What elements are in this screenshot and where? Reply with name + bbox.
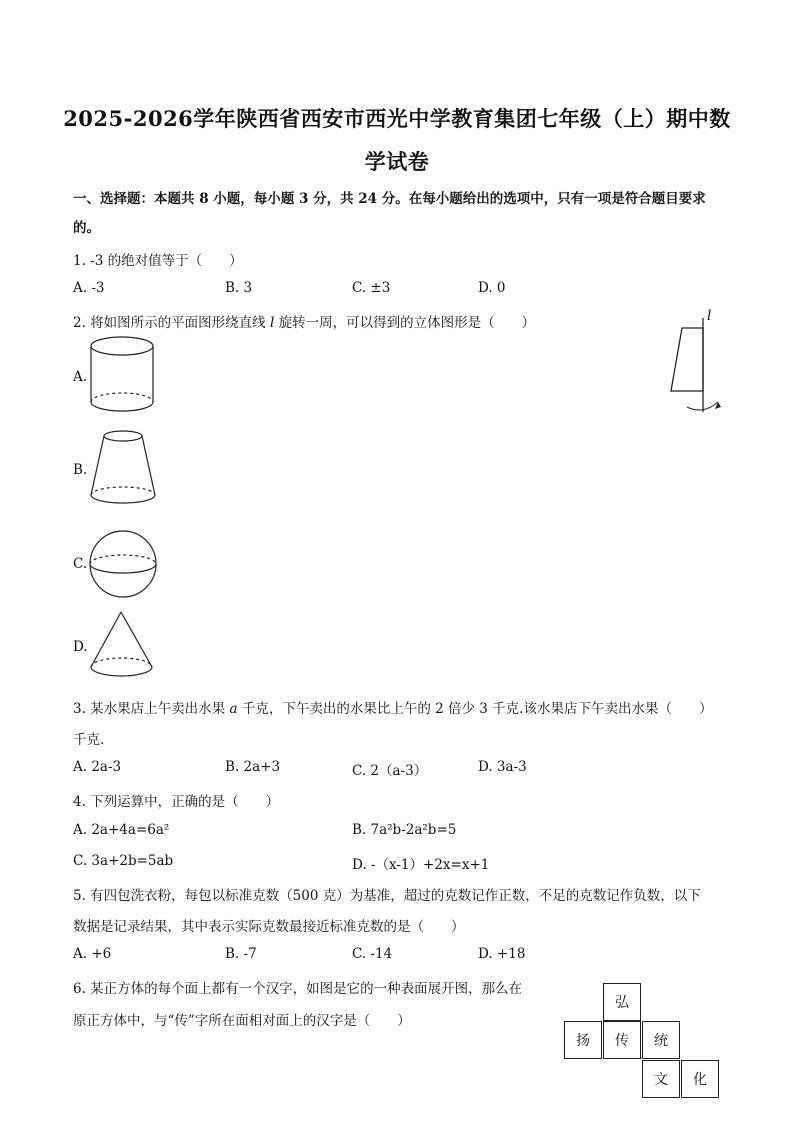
q4-option-a: A. 2a+4a=6a² [73,822,170,838]
sphere-figure [88,529,158,599]
q2-plane-figure [660,312,730,417]
section-header: 一、选择题：本题共 8 小题，每小题 3 分，共 24 分。在每小题给出的选项中，只有一项是符合题目要求 [73,191,706,207]
q5-option-c: C. -14 [352,946,393,962]
q4-option-d: D. -（x-1）+2x=x+1 [352,857,490,873]
q3-stem-var: a [229,701,238,717]
net-face-bottom2: 化 [681,1060,719,1098]
cylinder-figure [88,335,156,415]
q1-stem: 1. -3 的绝对值等于（ ） [73,253,243,269]
frustum-figure [88,428,158,508]
net-face-right: 统 [642,1021,680,1059]
q3-option-d: D. 3a-3 [478,759,527,775]
q5-stem: 5. 有四包洗衣粉，每包以标准克数（500 克）为基准，超过的克数记作正数，不足的克数记作负数，以下 [73,888,701,904]
q3-option-b: B. 2a+3 [225,759,281,775]
net-face-center: 传 [603,1021,641,1059]
q3-stem-post: 千克，下午卖出的水果比上午的 2 倍少 3 千克.该水果店下午卖出水果（ ） [237,701,713,717]
rotation-arrowhead [715,402,721,409]
q1-option-b: B. 3 [225,280,253,296]
exam-title-line1: 2025-2026学年陕西省西安市西光中学教育集团七年级（上）期中数 [63,106,731,131]
q2-option-d-label: D. [73,639,88,655]
q5-stem-cont: 数据是记录结果，其中表示实际克数最接近标准克数的是（ ） [73,919,465,935]
net-face-left: 扬 [564,1021,602,1059]
axis-label-l: l [707,308,712,324]
cone-figure [88,609,158,681]
q1-option-d: D. 0 [478,280,506,296]
q3-option-c: C. 2（a-3） [352,763,428,779]
q6-stem: 6. 某正方体的每个面上都有一个汉字，如图是它的一种表面展开图，那么在 [73,981,523,997]
exam-title-line2: 学试卷 [364,149,430,174]
q3-stem-pre: 3. 某水果店上午卖出水果 [73,701,230,717]
q5-option-a: A. +6 [73,946,112,962]
q5-option-b: B. -7 [225,946,257,962]
q4-stem: 4. 下列运算中，正确的是（ ） [73,794,280,810]
q1-option-a: A. -3 [73,280,105,296]
q1-option-c: C. ±3 [352,280,391,296]
q2-option-b-label: B. [73,462,88,478]
section-header-cont: 的。 [73,220,100,236]
q2-stem-post: 旋转一周，可以得到的立体图形是（ ） [274,315,536,331]
q5-option-d: D. +18 [478,946,526,962]
q2-option-a-label: A. [73,369,88,385]
net-face-bottom1: 文 [642,1060,680,1098]
net-face-top: 弘 [603,983,641,1021]
q2-stem [73,311,535,331]
q4-option-c: C. 3a+2b=5ab [73,853,174,869]
q3-stem-cont: 千克. [73,732,105,748]
trapezoid-shape [671,328,703,391]
q3-stem [73,697,712,717]
q2-stem-pre: 2. 将如图所示的平面图形绕直线 [73,315,270,331]
q4-option-b: B. 7a²b-2a²b=5 [352,822,457,838]
q2-stem-var: l [269,315,275,331]
q6-stem-cont: 原正方体中，与“传”字所在面相对面上的汉字是（ ） [73,1013,411,1029]
q3-option-a: A. 2a-3 [73,759,122,775]
q2-option-c-label: C. [73,556,88,572]
